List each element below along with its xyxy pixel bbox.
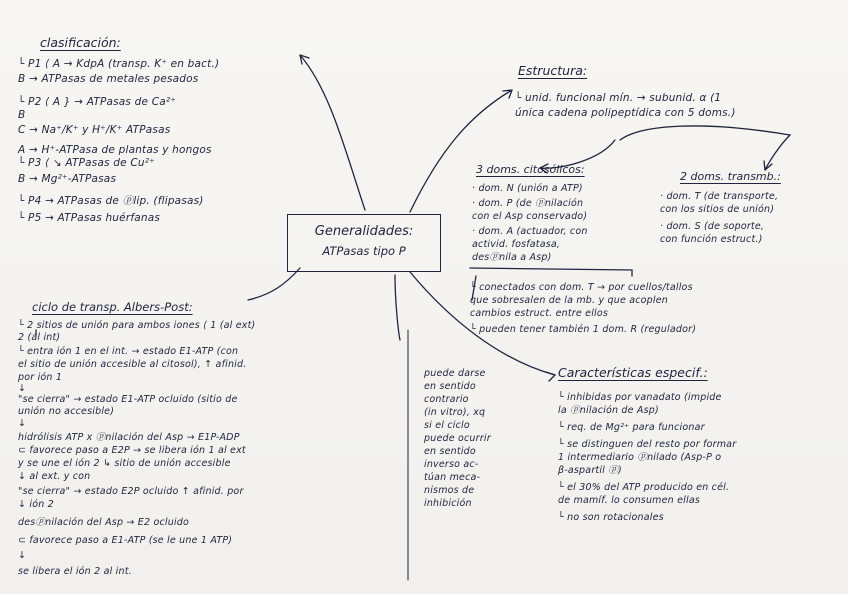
nota-line: nismos de <box>424 485 475 496</box>
ciclo-line: ↓ al ext. y con <box>18 471 91 482</box>
nota-line: contrario <box>424 394 469 405</box>
nota-line: puede darse <box>424 368 486 379</box>
ciclo-line: 2 (al int) <box>18 332 61 343</box>
ciclo-line: ⊂ favorece paso a E2P → se libera ión 1 al ext <box>18 445 246 456</box>
central-topic-subtitle: ATPasas tipo P <box>322 244 406 258</box>
dom-transmb-line: con los sitios de unión) <box>660 204 775 215</box>
nota-line: si el ciclo <box>424 420 470 431</box>
nota-line: en sentido <box>424 446 476 457</box>
connector-nota <box>395 275 400 340</box>
connector-ciclo <box>248 268 300 300</box>
dom-transmb-line: · dom. T (de transporte, <box>660 191 779 202</box>
caracteristicas-line: 1 intermediario ⓟnilado (Asp-P o <box>558 452 722 463</box>
clasificacion-line: └ P1 ⟨ A → KdpA (transp. K⁺ en bact.) <box>18 58 220 70</box>
ciclo-line: ↓ <box>18 418 27 429</box>
clasificacion-line: └ P3 ⟨ ↘ ATPasas de Cu²⁺ <box>18 157 155 169</box>
conectados-line: └ pueden tener también 1 dom. R (regulador) <box>470 324 697 335</box>
nota-line: túan meca- <box>424 472 481 483</box>
ciclo-line: "se cierra" → estado E2P ocluido ↑ afinid. por <box>18 486 244 497</box>
clasificacion-title: clasificación: <box>40 35 121 50</box>
caracteristicas-line: β-aspartil ⓟ) <box>558 465 622 476</box>
clasificacion-line: └ P5 → ATPasas huérfanas <box>18 212 161 224</box>
ciclo-line: ↓ ión 2 <box>18 499 54 510</box>
clasificacion-line: B → ATPasas de metales pesados <box>18 73 199 85</box>
ciclo-line: unión no accesible) <box>18 406 115 417</box>
clasificacion-line: └ P2 ⟨ A } → ATPasas de Ca²⁺ <box>18 96 177 108</box>
conectados-line: └ conectados con dom. T → por cuellos/tallos <box>470 282 693 293</box>
nota-line: en sentido <box>424 381 476 392</box>
ciclo-line: "se cierra" → estado E1-ATP ocluido (sitio de <box>18 394 238 405</box>
clasificacion-line: C → Na⁺/K⁺ y H⁺/K⁺ ATPasas <box>18 124 171 136</box>
dom-citosolicos-line: activid. fosfatasa, <box>472 239 561 250</box>
clasificacion-line: B → Mg²⁺-ATPasas <box>18 173 117 185</box>
nota-line: puede ocurrir <box>424 433 491 444</box>
ciclo-line: por ión 1 <box>18 372 63 383</box>
nota-line: (in vitro), xq <box>424 407 486 418</box>
clasificacion-line: └ P4 → ATPasas de ⓟlip. (flipasas) <box>18 195 204 207</box>
ciclo-line: se libera el ión 2 al int. <box>18 566 132 577</box>
ciclo-line: desⓟnilación del Asp → E2 ocluido <box>18 517 190 528</box>
clasificacion-line: B <box>18 109 26 121</box>
dom-citosolicos-line: · dom. P (de ⓟnilación <box>472 198 584 209</box>
ciclo-title: ciclo de transp. Albers-Post: <box>32 300 193 314</box>
nota-line: inhibición <box>424 498 472 509</box>
central-topic-title: Generalidades: <box>314 224 414 239</box>
caracteristicas-line: └ se distinguen del resto por formar <box>558 439 737 450</box>
caracteristicas-line: └ el 30% del ATP producido en cél. <box>558 482 730 493</box>
dom-citosolicos-line: · dom. A (actuador, con <box>472 226 588 237</box>
dom-citosolicos-line: desⓟnila a Asp) <box>472 252 552 263</box>
ciclo-line: ↓ <box>18 383 27 394</box>
ciclo-line: ⊂ favorece paso a E1-ATP (se le une 1 ATP) <box>18 535 233 546</box>
conectados-line: cambios estruct. entre ellos <box>470 308 609 319</box>
conectados-line: que sobresalen de la mb. y que acoplen <box>470 295 669 306</box>
ciclo-line: y se une el ión 2 ↳ sitio de unión accesible <box>18 458 231 469</box>
connector-clasificacion <box>300 55 365 210</box>
dom-transmb-title: 2 doms. transmb.: <box>680 170 781 183</box>
dom-transmb-line: con función estruct.) <box>660 234 763 245</box>
central-topic-box <box>287 214 441 272</box>
ciclo-line: el sitio de unión accesible al citosol), ↑ afinid. <box>18 359 247 370</box>
estructura-line: └ unid. funcional mín. → subunid. α (1 <box>515 92 722 104</box>
caracteristicas-line: └ no son rotacionales <box>558 512 664 523</box>
dom-citosolicos-title: 3 doms. citosólicos: <box>476 163 585 176</box>
dom-transmb-line: · dom. S (de soporte, <box>660 221 765 232</box>
caracteristicas-line: └ req. de Mg²⁺ para funcionar <box>558 422 705 433</box>
ciclo-line: └ 2 sitios de unión para ambos iones ⟨ 1 (al ext) <box>18 320 256 331</box>
dom-citosolicos-line: · dom. N (unión a ATP) <box>472 183 583 194</box>
ciclo-line: hidrólisis ATP x ⓟnilación del Asp → E1P-ADP <box>18 432 240 443</box>
clasificacion-line: A → H⁺-ATPasa de plantas y hongos <box>18 144 212 156</box>
ciclo-line: ↓ <box>18 550 27 561</box>
caracteristicas-line: de mamíf. lo consumen ellas <box>558 495 701 506</box>
estructura-line: única cadena polipeptídica con 5 doms.) <box>515 107 736 119</box>
estructura-title: Estructura: <box>518 63 588 78</box>
ciclo-line: └ entra ión 1 en el int. → estado E1-ATP (con <box>18 346 239 357</box>
dom-citosolicos-line: con el Asp conservado) <box>472 211 588 222</box>
nota-line: inverso ac- <box>424 459 479 470</box>
caracteristicas-line: └ inhibidas por vanadato (impide <box>558 392 722 403</box>
caracteristicas-line: la ⓟnilación de Asp) <box>558 405 659 416</box>
caracteristicas-title: Características especif.: <box>558 365 708 380</box>
